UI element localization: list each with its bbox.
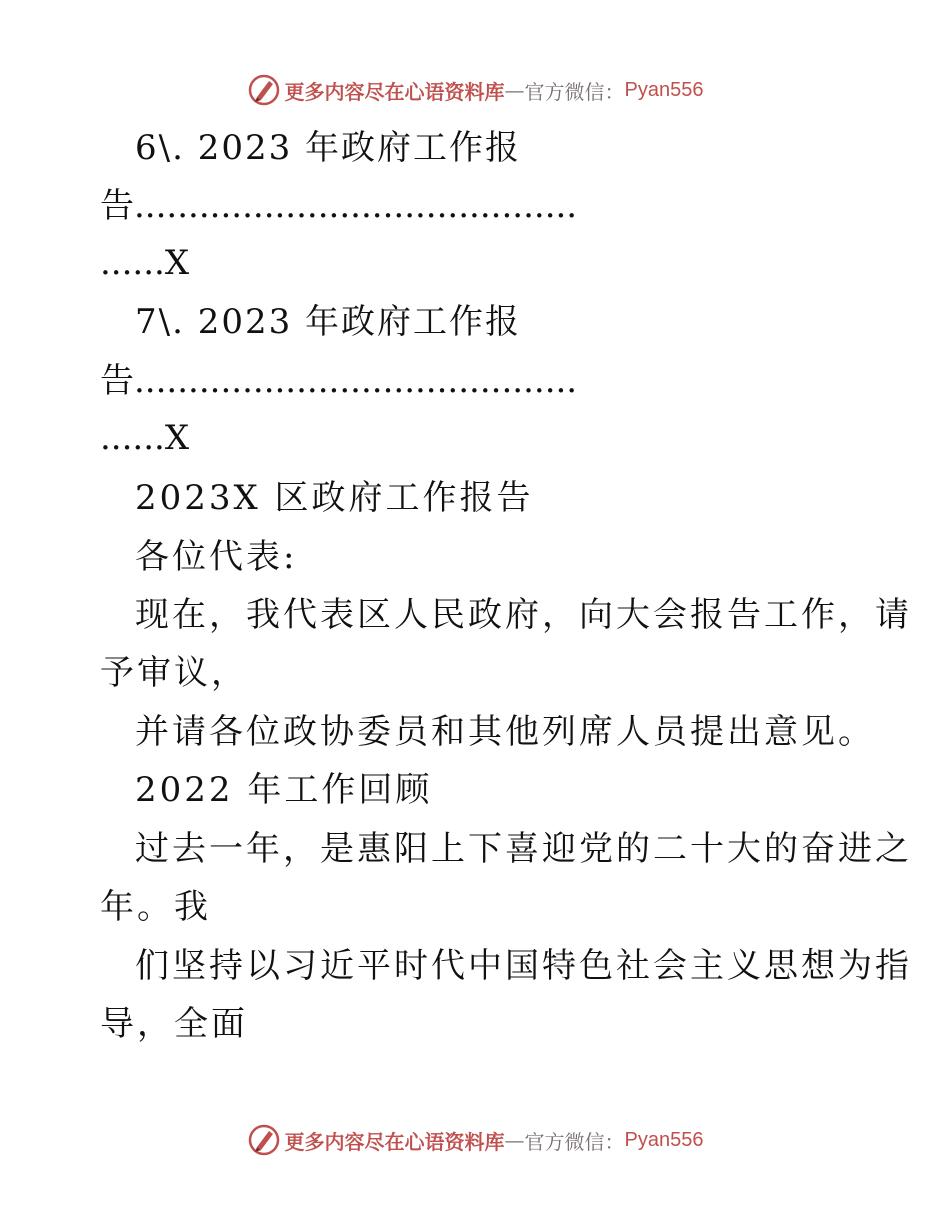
toc-entry-7: 7\. 2023 年政府工作报 [135,302,522,342]
toc-entry-7-leader: 告......................................... [100,361,578,401]
pen-logo-icon [247,1123,281,1157]
toc-entry-6: 6\. 2023 年政府工作报 [135,128,522,168]
toc-entry-7-page: ......X [100,418,190,458]
watermark-separator: — [504,78,525,102]
pen-logo-icon [247,73,281,107]
watermark-text: 更多内容尽在心语资料库 [284,79,505,104]
toc-entry-6-page: ......X [100,243,190,283]
footer-watermark [0,1120,950,1160]
paragraph-line: 并请各位政协委员和其他列席人员提出意见。 [135,712,875,752]
paragraph-line: 过去一年，是惠阳上下喜迎党的二十大的奋进之 [135,829,912,869]
paragraph-line: 导，全面 [100,1004,248,1044]
watermark-wechat-id: Pyan556 [624,1128,704,1151]
header-watermark [0,70,950,110]
watermark-text: 更多内容尽在心语资料库 [284,1129,505,1154]
paragraph-line: 予审议， [100,653,248,693]
watermark-wechat-label: 官方微信： [524,79,625,104]
report-title: 2023X 区政府工作报告 [135,478,534,518]
salutation: 各位代表: [135,537,298,577]
paragraph-line: 年。我 [100,887,211,927]
watermark-wechat-label: 官方微信： [524,1129,625,1154]
watermark-wechat-id: Pyan556 [624,78,704,101]
section-heading: 2022 年工作回顾 [135,770,433,810]
watermark-separator: — [504,1128,525,1152]
toc-entry-6-leader: 告......................................... [100,186,578,226]
paragraph-line: 现在，我代表区人民政府，向大会报告工作，请 [135,595,912,635]
paragraph-line: 们坚持以习近平时代中国特色社会主义思想为指 [135,946,912,986]
